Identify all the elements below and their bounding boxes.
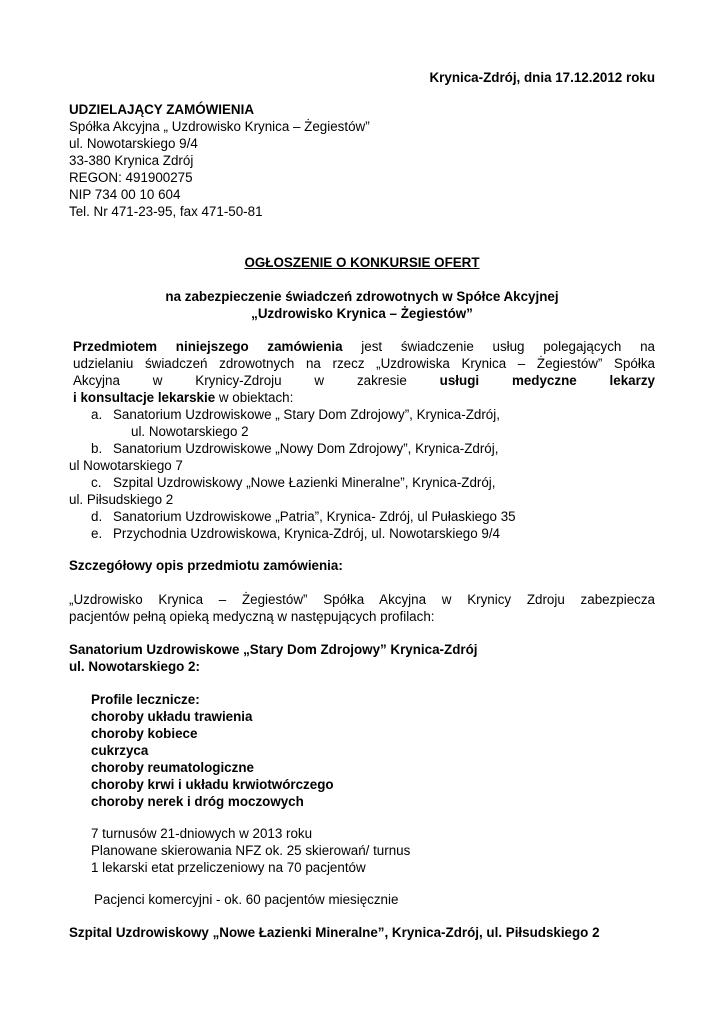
section-heading: Szpital Uzdrowiskowy „Nowe Łazienki Mineralne”, Krynica-Zdrój, ul. Piłsudskiego 2 bbox=[69, 925, 600, 940]
issuer-line: NIP 734 00 10 604 bbox=[69, 187, 181, 202]
facility-item: Sanatorium Uzdrowiskowe „Patria”, Krynica- Zdrój, ul Pułaskiego 35 bbox=[113, 509, 516, 524]
intro-text: w obiektach: bbox=[218, 390, 294, 405]
section-heading: ul. Nowotarskiego 2: bbox=[69, 659, 200, 674]
commercial-line: Pacjenci komercyjni - ok. 60 pacjentów miesięcznie bbox=[94, 892, 399, 907]
stat-line: 1 lekarski etat przeliczeniowy na 70 pacjentów bbox=[91, 860, 366, 875]
facility-marker: e. bbox=[91, 526, 103, 541]
details-paragraph-line: pacjentów pełną opieką medyczną w następujących profilach: bbox=[69, 609, 435, 624]
profile-item: cukrzyca bbox=[91, 743, 149, 758]
facility-address: ul Nowotarskiego 7 bbox=[69, 458, 183, 473]
facility-item: Przychodnia Uzdrowiskowa, Krynica-Zdrój, ul. Nowotarskiego 9/4 bbox=[113, 526, 500, 541]
stat-line: Planowane skierowania NFZ ok. 25 skierowań/ turnus bbox=[91, 843, 411, 858]
intro-line: udzielaniu świadczeń zdrowotnych na rzecz „Uzdrowiska Krynica – Żegiestów” Spółka bbox=[73, 356, 655, 371]
issuer-heading: UDZIELAJĄCY ZAMÓWIENIA bbox=[69, 102, 254, 117]
intro-text: jest świadczenie usług polegających na bbox=[361, 339, 655, 354]
facility-marker: c. bbox=[91, 475, 102, 490]
details-heading: Szczegółowy opis przedmiotu zamówienia: bbox=[69, 558, 343, 573]
profiles-label: Profile lecznicze: bbox=[91, 692, 200, 707]
facility-marker: a. bbox=[91, 407, 103, 422]
issuer-line: Tel. Nr 471-23-95, fax 471-50-81 bbox=[69, 204, 263, 219]
section-heading: Sanatorium Uzdrowiskowe „Stary Dom Zdrojowy” Krynica-Zdrój bbox=[69, 642, 478, 657]
subtitle-line: na zabezpieczenie świadczeń zdrowotnych w Spółce Akcyjnej bbox=[165, 289, 559, 304]
document-title: OGŁOSZENIE O KONKURSIE OFERT bbox=[244, 255, 480, 270]
subtitle-line: „Uzdrowisko Krynica – Żegiestów” bbox=[251, 306, 473, 321]
issuer-line: 33-380 Krynica Zdrój bbox=[69, 153, 194, 168]
profile-item: choroby krwi i układu krwiotwórczego bbox=[91, 777, 334, 792]
stat-line: 7 turnusów 21-dniowych w 2013 roku bbox=[91, 826, 313, 841]
facility-item: Sanatorium Uzdrowiskowe „Nowy Dom Zdrojowy”, Krynica-Zdrój, bbox=[113, 441, 499, 456]
intro-bold: Przedmiotem niniejszego zamówienia bbox=[73, 339, 343, 354]
intro-line bbox=[73, 338, 655, 355]
profile-item: choroby kobiece bbox=[91, 726, 198, 741]
facility-marker: b. bbox=[91, 441, 103, 456]
profile-item: choroby układu trawienia bbox=[91, 709, 253, 724]
issuer-line: REGON: 491900275 bbox=[69, 170, 193, 185]
intro-line bbox=[73, 389, 293, 406]
facility-item: Sanatorium Uzdrowiskowe „ Stary Dom Zdrojowy”, Krynica-Zdrój, bbox=[113, 407, 500, 422]
facility-item: Szpital Uzdrowiskowy „Nowe Łazienki Mineralne”, Krynica-Zdrój, bbox=[113, 475, 496, 490]
details-paragraph-line: „Uzdrowisko Krynica – Żegiestów” Spółka Akcyjna w Krynicy Zdroju zabezpiecza bbox=[69, 592, 655, 607]
issuer-line: Spółka Akcyjna „ Uzdrowisko Krynica – Żegiestów” bbox=[69, 119, 370, 134]
profile-item: choroby reumatologiczne bbox=[91, 760, 254, 775]
date-line: Krynica-Zdrój, dnia 17.12.2012 roku bbox=[429, 70, 655, 85]
facility-address: ul. Nowotarskiego 2 bbox=[131, 424, 249, 439]
intro-line bbox=[73, 372, 655, 389]
facility-marker: d. bbox=[91, 509, 103, 524]
intro-text: Akcyjna w Krynicy-Zdroju w zakresie bbox=[73, 373, 407, 388]
intro-bold: usługi medyczne lekarzy bbox=[439, 373, 655, 388]
profile-item: choroby nerek i dróg moczowych bbox=[91, 794, 304, 809]
facility-address: ul. Piłsudskiego 2 bbox=[69, 492, 174, 507]
issuer-line: ul. Nowotarskiego 9/4 bbox=[69, 136, 198, 151]
intro-bold: i konsultacje lekarskie bbox=[73, 390, 216, 405]
